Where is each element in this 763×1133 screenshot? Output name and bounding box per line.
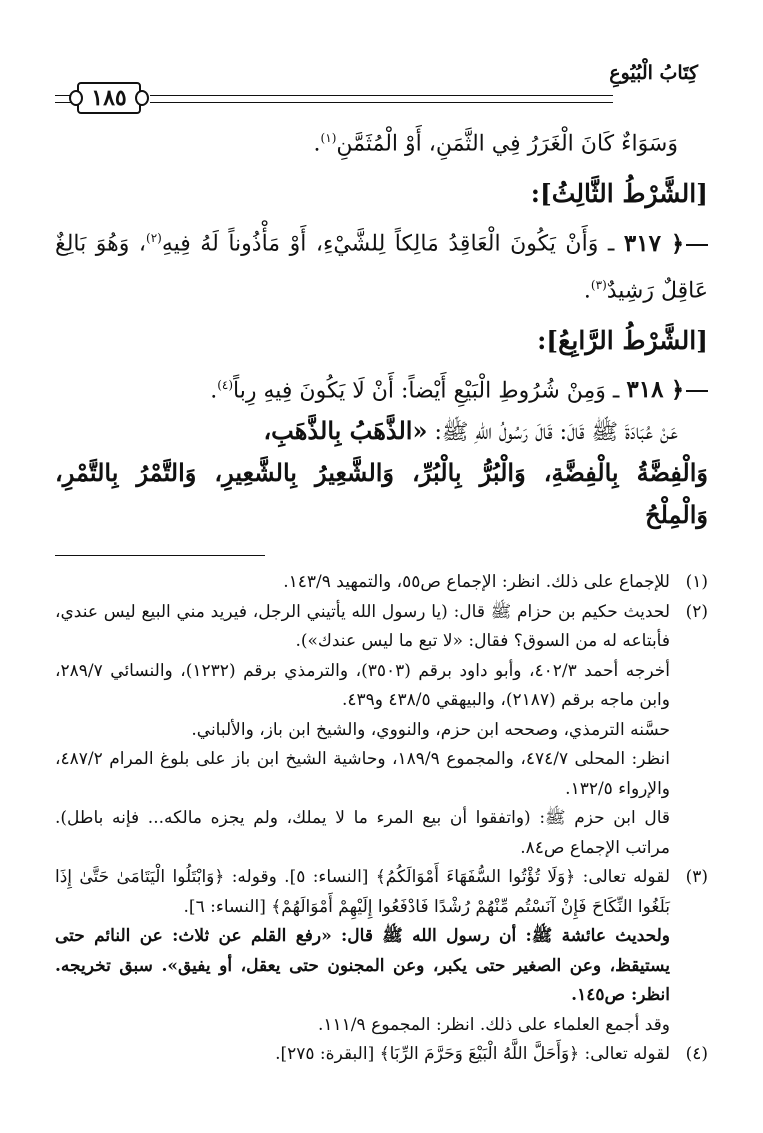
item-317: ﴿ ٣١٧ ـ وَأَنْ يَكُونَ الْعَاقِدُ مَالِكاً لِلشَّيْءِ، أَوْ مَأْذُوناً لَهُ فِيهِ$^{(٢)}$، وَهُوَ بَالِغٌ عَاقِلٌ رَشِيدٌ$^{(٣)}$.	[55, 229, 708, 303]
footnote-text: للإجماع على ذلك. انظر: الإجماع ص٥٥، والتمهيد ١٤٣/٩.	[283, 572, 670, 593]
footnote-text: وقد أجمع العلماء على ذلك. انظر: المجموع ١١١/٩.	[318, 1014, 670, 1035]
text-line: وَسَوَاءٌ كَانَ الْغَرَرُ فِي الثَّمَنِ، أَوْ الْمُثَمَّنِ$^{(١)}$.	[313, 131, 678, 157]
footnote-text: حسَّنه الترمذي، وصححه ابن حزم، والنووي، والشيخ ابن باز، والألباني.	[191, 719, 670, 740]
footnote-2	[55, 598, 708, 864]
hadith-text: وَالْفِضَّةُ بِالْفِضَّةِ، وَالْبُرُّ بِالْبُرِّ، وَالشَّعِيرُ بِالشَّعِيرِ، وَالتَّمْرُ بِالتَّمْرِ، وَالْمِلْحُ	[55, 458, 708, 530]
item-marker: ﴿ ٣١٨	[626, 377, 708, 403]
footnote-text: لقوله تعالى: ﴿وَأَحَلَّ اللَّهُ الْبَيْعَ وَحَرَّمَ الرِّبَا﴾ [البقرة: ٢٧٥].	[275, 1044, 670, 1065]
book-page	[55, 40, 708, 1113]
footnote-separator	[55, 555, 265, 556]
item-marker: ﴿ ٣١٧	[624, 231, 708, 257]
item-number: ٣١٨	[626, 376, 664, 404]
footnote-text: أخرجه أحمد ٤٠٢/٣، وأبو داود برقم (٣٥٠٣)، والترمذي برقم (١٢٣٢)، والنسائي ٢٨٩/٧، وابن ماجه برقم (٢١٨٧)، والبيهقي ٤٣٨/٥ و٤٣٩.	[55, 660, 671, 711]
footnote-text: لقوله تعالى: ﴿وَلَا تُؤْتُوا السُّفَهَاءَ أَمْوَالَكُمُ﴾ [النساء: ٥]. وقوله: ﴿وَابْتَلُوا الْيَتَامَىٰ حَتَّىٰ إِذَا بَلَغُوا النِّكَاحَ فَإِنْ آنَسْتُم مِّنْهُمْ رُشْدًا فَادْفَعُوا إِلَيْهِمْ أَمْوَالَهُمْ﴾ [النساء: ٦].	[55, 867, 670, 917]
hadith-intro: عَنْ عُبَادَةَ ﷺ قَالَ: قَالَ رَسُولُ اللهِ ﷺ:	[434, 420, 678, 446]
main-text	[55, 118, 708, 537]
header-rule	[150, 95, 613, 103]
footnote-1	[55, 568, 708, 598]
section-heading: [الشَّرْطُ الرَّابِعُ]:	[537, 325, 708, 355]
footnote-number: (٣)	[685, 867, 708, 888]
footnote-ref: (١)	[320, 131, 337, 145]
hadith-paragraph	[55, 411, 708, 453]
footnote-4	[55, 1040, 708, 1070]
footnote-text: انظر: المحلى ٤٧٤/٧، والمجموع ١٨٩/٩، وحاشية الشيخ ابن باز على بلوغ المرام ٤٨٧/٢، والإرواء ١٣٢/٥.	[55, 749, 670, 799]
page-header	[55, 40, 708, 118]
footnote-ref: (٢)	[146, 231, 162, 246]
footnote-ref: (٣)	[590, 277, 607, 292]
footnote-number: (٢)	[685, 601, 708, 622]
page-number: ١٨٥	[77, 82, 141, 114]
footnote-ref: (٤)	[217, 377, 234, 392]
footnote-number: (١)	[685, 572, 708, 593]
footnote-number: (٤)	[685, 1044, 708, 1065]
section-heading: [الشَّرْطُ الثَّالِثُ]:	[530, 179, 708, 209]
item-318: ﴿ ٣١٨ ـ وَمِنْ شُرُوطِ الْبَيْعِ أَيْضاً: أَنْ لَا يَكُونَ فِيهِ رِباً$^{(٤)}$.	[55, 365, 708, 411]
footnote-3	[55, 863, 708, 1040]
hadith-text: «الذَّهَبُ بِالذَّهَبِ،	[263, 416, 428, 446]
hadith-continuation	[55, 453, 708, 537]
footnotes	[55, 568, 708, 1070]
item-number: ٣١٧	[623, 229, 661, 257]
running-title: كِتَابُ الْبُيُوعِ	[609, 62, 698, 84]
footnote-text: قال ابن حزم ﷺ: (واتفقوا أن بيع المرء ما لا يملك، ولم يجزه مالكه... فإنه باطل). مراتب الإجماع ص٨٤.	[55, 808, 670, 858]
footnote-text: لحديث حكيم بن حزام ﷺ قال: (يا رسول الله يأتيني الرجل، فيريد مني البيع ليس عندي، فأبتاعه له من السوق؟ فقال: «لا تبع ما ليس عندك»).	[55, 601, 670, 652]
footnote-text: ولحديث عائشة ﷺ: أن رسول الله ﷺ قال: «رفع القلم عن ثلاث: عن النائم حتى يستيقظ، وعن الصغير حتى يكبر، وعن المجنون حتى يعقل، أو يفيق». سبق تخريجه. انظر: ص١٤٥.	[55, 926, 670, 1006]
